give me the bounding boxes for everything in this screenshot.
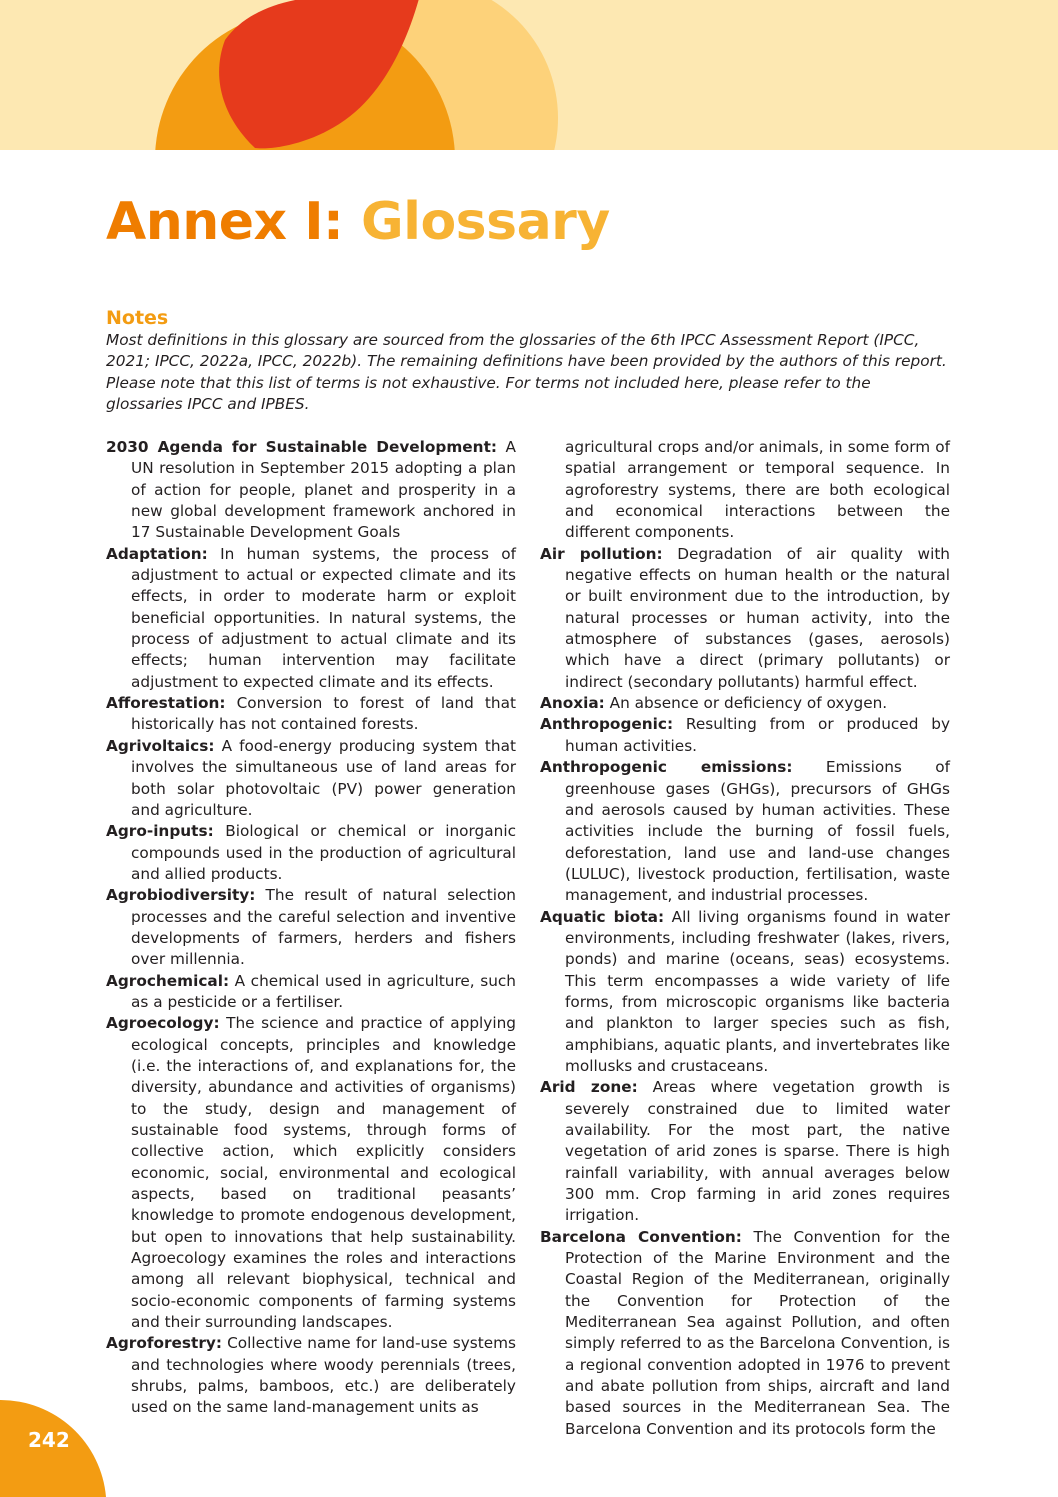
title-glossary: Glossary [360,192,610,252]
glossary-term: Anthropogenic emissions: [540,758,793,777]
glossary-term: Air pollution: [540,544,663,563]
glossary-entry [106,544,516,693]
glossary-term: Adaptation: [106,544,208,563]
glossary-entry [540,907,950,1078]
glossary-term: Agrobiodiversity: [106,886,256,905]
glossary-definition: The result of natural selection processes and the careful selection and inventive developments of farmers, herders and fishers over millennia. [131,886,516,969]
glossary-right-column [540,437,950,1440]
glossary-definition: Emissions of greenhouse gases (GHGs), precursors of GHGs and aerosols caused by human activities. These activities include the burning of fossil fuels, deforestation, land use and land-use changes (LULUC), livestock production, fertilisation, waste management, and industrial processes. [565,758,950,905]
glossary-entry [540,544,950,693]
notes-text: Most definitions in this glossary are sourced from the glossaries of the 6th IPCC Assessment Report (IPCC, 2021; IPCC, 2022a, IPCC, 2022b). The remaining definitions have been provided by the authors of this report. Please note that this list of terms is not exhaustive. For terms not included here, please refer to the glossaries IPCC and IPBES. [106,331,947,414]
glossary-entry [540,714,950,757]
glossary-definition: Biological or chemical or inorganic compounds used in the production of agricultural and allied products. [131,822,516,883]
glossary-term: Anthropogenic: [540,715,674,734]
glossary-definition: A chemical used in agriculture, such as a pesticide or a fertiliser. [131,971,516,1011]
glossary-definition: All living organisms found in water environments, including freshwater (lakes, rivers, ponds) and marine (oceans, seas) ecosystems. This term encompasses a wide variety of life forms, from microscopic organisms like bacteria and plankton to larger species such as fish, amphibians, aquatic plants, and invertebrates like mollusks and crustaceans. [565,907,951,1075]
glossary-definition: Areas where vegetation growth is severely constrained due to limited water availability. For the most part, the native vegetation of arid zones is sparse. There is high rainfall variability, with annual averages below 300 mm. Crop farming in arid zones requires irrigation. [565,1078,950,1225]
glossary-term: Afforestation: [106,694,226,713]
glossary-term: Anoxia: [540,694,605,713]
glossary-term: Agroecology: [106,1014,220,1033]
glossary-entry [540,1227,950,1440]
glossary-definition: Collective name for land-use systems and technologies where woody perennials (trees, shrubs, palms, bamboos, etc.) are deliberately used on the same land-management units as [131,1334,516,1417]
glossary-definition: A food-energy producing system that involves the simultaneous use of land areas for both solar photovoltaic (PV) power generation and agriculture. [131,736,516,819]
glossary-term: Barcelona Convention: [540,1227,742,1246]
glossary-entry [106,437,516,544]
glossary-definition: A UN resolution in September 2015 adopting a plan of action for people, planet and prosperity in a new global development framework anchored in 17 Sustainable Development Goals [131,438,516,542]
page-title [106,190,610,254]
glossary-definition: Resulting from or produced by human activities. [565,715,950,755]
glossary-entry [106,971,516,1014]
glossary-term: 2030 Agenda for Sustainable Development: [106,438,497,456]
glossary-term: Arid zone: [540,1078,638,1097]
glossary-entry-continuation: agricultural crops and/or animals, in some form of spatial arrangement or temporal sequence. In agroforestry systems, there are both ecological and economical interactions between the different components. [565,438,950,542]
header-band [0,0,1058,150]
glossary-term: Agrivoltaics: [106,736,215,755]
glossary-term: Agrochemical: [106,971,230,990]
glossary-entry [106,736,516,821]
glossary-term: Agroforestry: [106,1334,222,1353]
page-number: 242 [28,1428,70,1452]
glossary-entry [540,693,950,714]
glossary-left-column [106,437,516,1419]
glossary-entry [106,1333,516,1418]
glossary-entry [106,693,516,736]
decorative-circles-graphic [0,0,1058,150]
title-annex: Annex I: [106,192,344,252]
glossary-definition: The Convention for the Protection of the Marine Environment and the Coastal Region of the Mediterranean, originally the Convention for Protection of the Mediterranean Sea against Pollution, and often simply referred to as the Barcelona Convention, is a regional convention adopted in 1976 to prevent and abate pollution from ships, aircraft and land based sources in the Mediterranean Sea. The Barcelona Convention and its protocols form the [565,1227,950,1438]
glossary-entry [540,1077,950,1226]
glossary-entry [106,1013,516,1333]
glossary-definition: Conversion to forest of land that historically has not contained forests. [131,694,516,734]
glossary-definition: In human systems, the process of adjustment to actual or expected climate and its effects, in order to moderate harm or exploit beneficial opportunities. In natural systems, the process of adjustment to actual climate and its effects; human intervention may facilitate adjustment to expected climate and its effects. [131,544,516,691]
glossary-entry [106,821,516,885]
glossary-term: Aquatic biota: [540,907,665,926]
notes-heading: Notes [106,307,169,329]
glossary-definition: An absence or deficiency of oxygen. [604,694,888,713]
glossary-definition: The science and practice of applying ecological concepts, principles and knowledge (i.e. the interactions of, and explanations for, the diversity, abundance and activities of organisms) to the study, design and management of sustainable food systems, through forms of collective action, which explicitly considers economic, social, environmental and ecological aspects, based on traditional peasants’ knowledge to promote endogenous development, but open to innovations that help sustainability. Agroecology examines the roles and interactions among all relevant biophysical, technical and socio-economic components of farming systems and their surrounding landscapes. [131,1014,516,1332]
glossary-term: Agro-inputs: [106,822,214,841]
glossary-entry [540,757,950,906]
glossary-entry [106,885,516,970]
glossary-definition: Degradation of air quality with negative effects on human health or the natural or built environment due to the introduction, by natural processes or human activity, into the atmosphere of substances (gases, aerosols) which have a direct (primary pollutants) or indirect (secondary pollutants) harmful effect. [565,544,951,691]
